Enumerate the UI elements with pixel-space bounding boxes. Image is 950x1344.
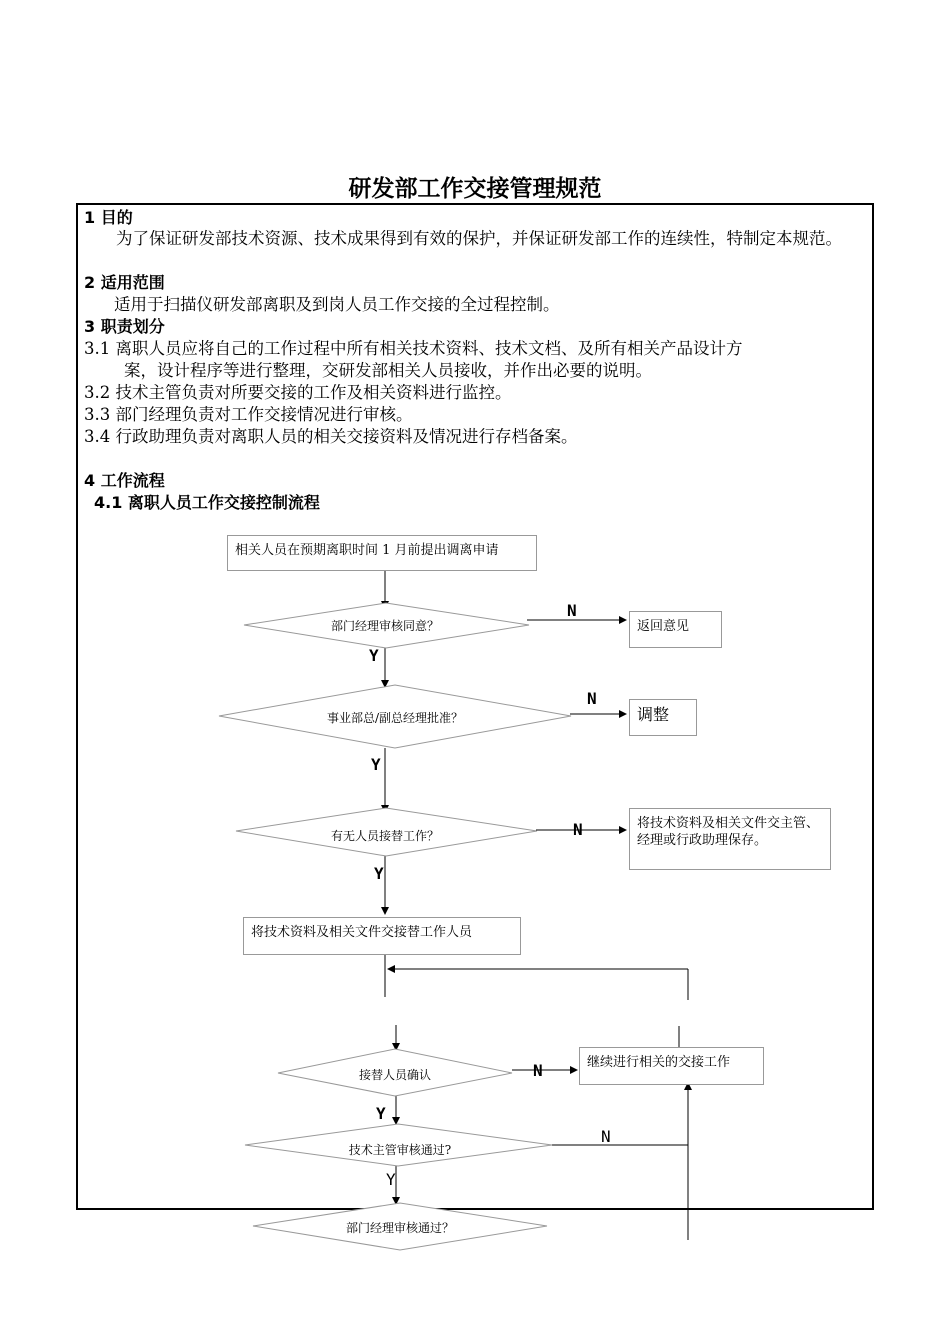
decision-label-5: 技术主管审核通过? [348,1143,452,1157]
section-4-heading: 4 工作流程 [84,471,165,490]
section-1-heading: 1 目的 [84,208,133,227]
flow-continue-box: 继续进行相关的交接工作 [579,1047,764,1085]
no-label: N [533,1061,543,1080]
no-label: N [587,689,597,708]
section-3-heading: 3 职责划分 [84,317,165,336]
section-3-item: 3.4 行政助理负责对离职人员的相关交接资料及情况进行存档备案。 [84,427,578,446]
section-3-item: 案，设计程序等进行整理，交研发部相关人员接收，并作出必要的说明。 [124,361,652,380]
yes-label: Y [369,646,379,665]
decision-label-3: 有无人员接替工作？ [330,829,439,843]
no-label: N [573,820,583,839]
section-2-body: 适用于扫描仪研发部离职及到岗人员工作交接的全过程控制。 [114,295,560,314]
section-3-item: 3.1 离职人员应将自己的工作过程中所有相关技术资料、技术文档、及所有相关产品设计方 [84,339,743,358]
flow-start-box: 相关人员在预期离职时间 1 月前提出调离申请 [227,535,537,571]
flow-handover-box: 将技术资料及相关文件交接替工作人员 [243,917,521,955]
decision-label-2: 事业部总/副总经理批准？ [326,711,464,725]
yes-label: Y [374,864,384,883]
no-label: N [567,601,577,620]
decision-label-1: 部门经理审核同意？ [330,619,439,633]
flow-adjust-box: 调整 [629,699,697,736]
section-2-heading: 2 适用范围 [84,273,165,292]
decision-label-4: 接替人员确认 [358,1068,431,1082]
section-3-item: 3.2 技术主管负责对所要交接的工作及相关资料进行监控。 [84,383,512,402]
flow-store-box: 将技术资料及相关文件交主管、经理或行政助理保存。 [629,808,831,870]
yes-label: Y [371,755,381,774]
section-3-item: 3.3 部门经理负责对工作交接情况进行审核。 [84,405,413,424]
yes-label: Y [386,1170,396,1189]
no-label: N [601,1127,611,1146]
yes-label: Y [376,1104,386,1123]
flow-return-box: 返回意见 [629,611,722,648]
decision-label-6: 部门经理审核通过？ [345,1221,454,1235]
section-1-body: 为了保证研发部技术资源、技术成果得到有效的保护，并保证研发部工作的连续性，特制定本规范。 [116,229,842,248]
section-4-1-heading: 4.1 离职人员工作交接控制流程 [94,493,320,512]
page-title: 研发部工作交接管理规范 [348,175,602,202]
